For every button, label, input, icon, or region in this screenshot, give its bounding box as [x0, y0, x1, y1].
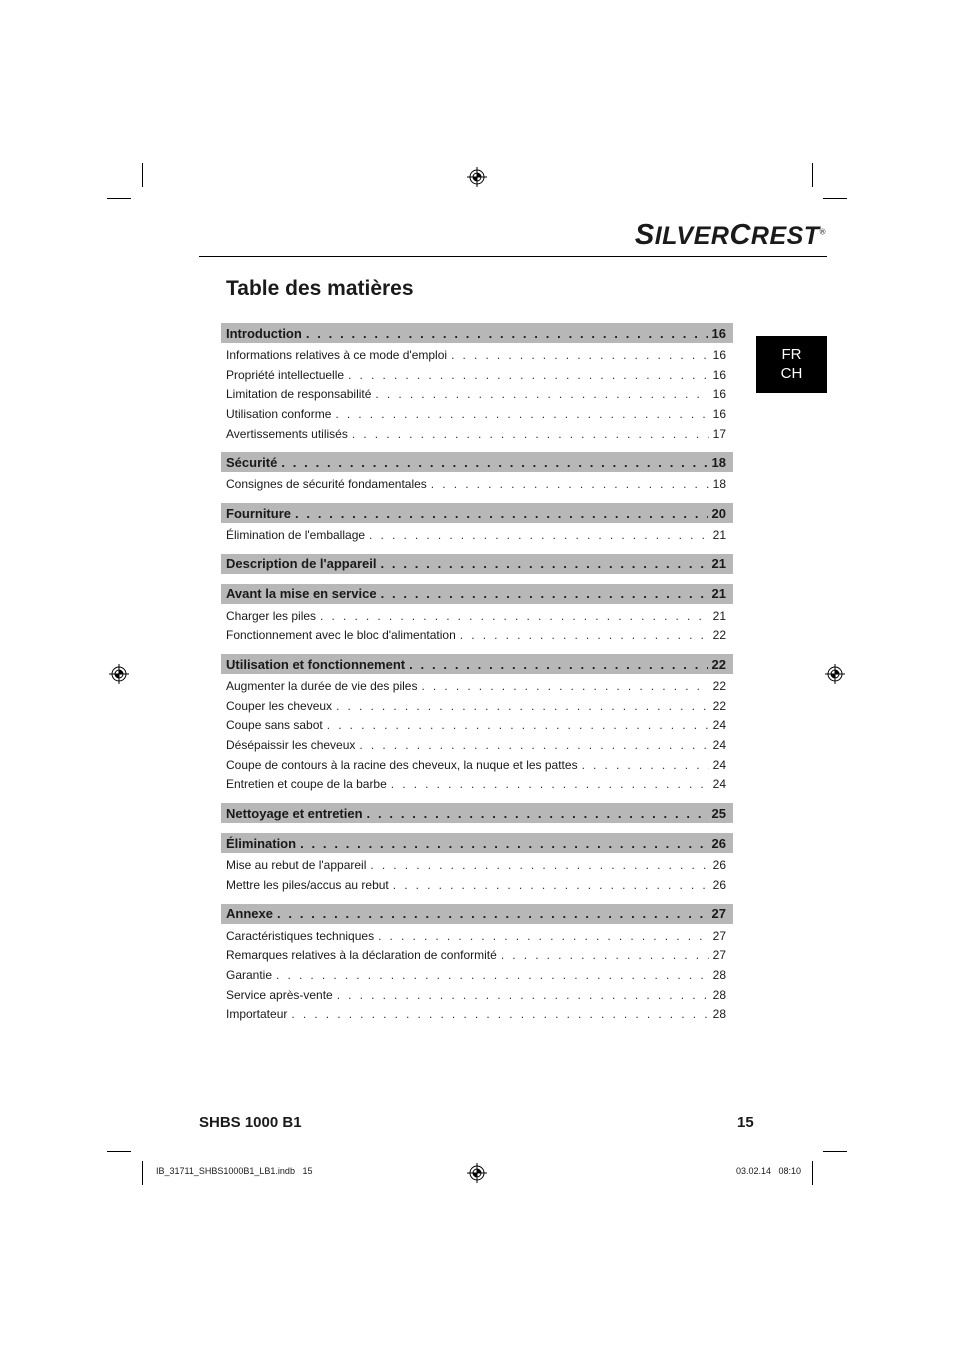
toc-entry[interactable] [221, 775, 733, 795]
leader-dots [295, 506, 708, 521]
leader-dots [306, 326, 708, 341]
toc-section-heading[interactable] [221, 654, 733, 674]
toc-entry[interactable] [221, 965, 733, 985]
table-of-contents [221, 323, 733, 1033]
toc-section [221, 904, 733, 1033]
toc-entry-page: 26 [712, 858, 726, 873]
toc-section [221, 503, 733, 554]
leader-dots [451, 348, 709, 362]
toc-section-heading[interactable] [221, 452, 733, 472]
leader-dots [277, 906, 708, 921]
toc-section [221, 323, 733, 452]
toc-section-page: 22 [711, 656, 726, 672]
toc-entry-label: Entretien et coupe de la barbe [226, 777, 387, 792]
crop-mark [107, 1151, 131, 1152]
print-slug-date: 03.02.14 08:10 [736, 1166, 802, 1176]
crop-mark [812, 1161, 813, 1185]
toc-entry[interactable] [221, 404, 733, 424]
leader-dots [327, 718, 709, 732]
leader-dots [335, 407, 708, 421]
leader-dots [431, 477, 709, 491]
language-code: FR [781, 346, 802, 363]
toc-section-page: 18 [711, 454, 726, 470]
toc-section-page: 20 [711, 505, 726, 521]
print-slug-file: IB_31711_SHBS1000B1_LB1.indb 15 [156, 1166, 313, 1176]
toc-section-page: 27 [711, 906, 726, 922]
header-rule [199, 256, 827, 257]
toc-entry[interactable] [221, 345, 733, 365]
toc-section [221, 584, 733, 654]
toc-section-page: 25 [711, 805, 726, 821]
toc-entry-page: 18 [712, 477, 726, 492]
leader-dots [501, 948, 709, 962]
leader-dots [381, 586, 708, 601]
leader-dots [421, 679, 708, 693]
country-code: CH [780, 365, 803, 382]
toc-entry-page: 28 [712, 987, 726, 1002]
toc-entry-page: 16 [712, 347, 726, 362]
toc-section [221, 803, 733, 833]
toc-entry[interactable] [221, 525, 733, 545]
toc-section-title: Introduction [226, 325, 302, 341]
registration-mark-icon [467, 167, 487, 187]
toc-entry[interactable] [221, 696, 733, 716]
toc-entry-page: 24 [712, 738, 726, 753]
brand-logo: SILVERCREST® [634, 219, 826, 251]
leader-dots [291, 1007, 708, 1021]
toc-entry[interactable] [221, 1004, 733, 1024]
leader-dots [391, 777, 709, 791]
leader-dots [393, 878, 709, 892]
toc-entry-page: 22 [712, 679, 726, 694]
toc-entry-page: 24 [712, 777, 726, 792]
toc-entry-label: Coupe sans sabot [226, 718, 323, 733]
toc-entry-page: 17 [712, 426, 726, 441]
toc-entry-label: Élimination de l'emballage [226, 527, 366, 542]
leader-dots [380, 556, 707, 571]
toc-section [221, 452, 733, 503]
crop-mark [823, 198, 847, 199]
toc-entry-page: 16 [712, 406, 726, 421]
toc-entry[interactable] [221, 855, 733, 875]
leader-dots [378, 929, 709, 943]
toc-entry-label: Coupe de contours à la racine des cheveux, la nuque et les pattes [226, 757, 578, 772]
toc-section-heading[interactable] [221, 323, 733, 343]
toc-entry-page: 16 [712, 387, 726, 402]
toc-section-heading[interactable] [221, 503, 733, 523]
toc-entry-page: 26 [712, 877, 726, 892]
leader-dots [370, 858, 708, 872]
leader-dots [367, 806, 708, 821]
registration-mark-icon [825, 664, 845, 684]
toc-section-heading[interactable] [221, 803, 733, 823]
toc-section-title: Avant la mise en service [226, 586, 377, 602]
crop-mark [823, 1151, 847, 1152]
leader-dots [369, 528, 709, 542]
toc-section-page: 16 [711, 325, 726, 341]
toc-section-page: 21 [711, 586, 726, 602]
toc-entry-label: Désépaissir les cheveux [226, 738, 356, 753]
toc-entry-label: Service après-vente [226, 987, 333, 1002]
leader-dots [337, 988, 709, 1002]
toc-entry-page: 27 [712, 948, 726, 963]
toc-entry-label: Mettre les piles/accus au rebut [226, 877, 389, 892]
leader-dots [300, 836, 707, 851]
toc-entry[interactable] [221, 735, 733, 755]
toc-entry[interactable] [221, 755, 733, 775]
toc-entry[interactable] [221, 626, 733, 646]
toc-entry-label: Fonctionnement avec le bloc d'alimentation [226, 628, 456, 643]
toc-entry-label: Consignes de sécurité fondamentales [226, 477, 427, 492]
leader-dots [281, 455, 707, 470]
toc-entry-label: Augmenter la durée de vie des piles [226, 679, 418, 694]
toc-section-title: Nettoyage et entretien [226, 805, 363, 821]
toc-entry-page: 28 [712, 1007, 726, 1022]
toc-section [221, 833, 733, 903]
crop-mark [812, 163, 813, 187]
toc-section-title: Description de l'appareil [226, 556, 377, 572]
toc-section-heading[interactable] [221, 833, 733, 853]
toc-entry-label: Charger les piles [226, 608, 317, 623]
toc-entry-page: 22 [712, 698, 726, 713]
toc-entry-label: Avertissements utilisés [226, 426, 348, 441]
toc-entry-label: Importateur [226, 1007, 288, 1022]
toc-entry[interactable] [221, 985, 733, 1005]
toc-entry-label: Utilisation conforme [226, 406, 332, 421]
toc-entry[interactable] [221, 606, 733, 626]
toc-entry-page: 24 [712, 718, 726, 733]
toc-entry-page: 22 [712, 628, 726, 643]
toc-section-heading[interactable] [221, 584, 733, 604]
crop-mark [142, 1161, 143, 1185]
toc-entry[interactable] [221, 945, 733, 965]
toc-entry-page: 21 [712, 527, 726, 542]
toc-entry-page: 28 [712, 967, 726, 982]
toc-entry[interactable] [221, 424, 733, 444]
toc-entry-label: Limitation de responsabilité [226, 387, 372, 402]
model-number: SHBS 1000 B1 [199, 1114, 302, 1131]
toc-entry[interactable] [221, 365, 733, 385]
toc-entry-page: 16 [712, 367, 726, 382]
leader-dots [409, 657, 707, 672]
toc-entry-label: Propriété intellectuelle [226, 367, 345, 382]
leader-dots [359, 738, 708, 752]
toc-entry[interactable] [221, 875, 733, 895]
registration-mark-icon [467, 1163, 487, 1183]
toc-section-page: 21 [711, 556, 726, 572]
toc-entry[interactable] [221, 926, 733, 946]
toc-entry-label: Remarques relatives à la déclaration de conformité [226, 948, 497, 963]
toc-section-heading[interactable] [221, 554, 733, 574]
leader-dots [375, 387, 708, 401]
page-title: Table des matières [226, 277, 414, 300]
toc-entry[interactable] [221, 676, 733, 696]
toc-section-title: Sécurité [226, 454, 278, 470]
toc-section-title: Fourniture [226, 505, 291, 521]
toc-entry[interactable] [221, 716, 733, 736]
language-tab [756, 336, 827, 393]
toc-section [221, 654, 733, 803]
toc-entry-page: 27 [712, 928, 726, 943]
crop-mark [142, 163, 143, 187]
page-number: 15 [737, 1114, 754, 1131]
toc-entry[interactable] [221, 474, 733, 494]
toc-section [221, 554, 733, 584]
registration-mark-icon [109, 664, 129, 684]
leader-dots [582, 758, 709, 772]
leader-dots [320, 609, 709, 623]
toc-section-title: Élimination [226, 835, 297, 851]
toc-entry-label: Mise au rebut de l'appareil [226, 858, 367, 873]
toc-entry-label: Informations relatives à ce mode d'emploi [226, 347, 448, 362]
toc-entry-page: 24 [712, 757, 726, 772]
toc-section-title: Annexe [226, 906, 273, 922]
leader-dots [348, 368, 709, 382]
toc-entry-label: Couper les cheveux [226, 698, 333, 713]
crop-mark [107, 198, 131, 199]
toc-entry-label: Caractéristiques techniques [226, 928, 375, 943]
toc-section-title: Utilisation et fonctionnement [226, 656, 406, 672]
leader-dots [336, 699, 709, 713]
toc-entry-page: 21 [712, 608, 726, 623]
toc-entry[interactable] [221, 384, 733, 404]
toc-section-page: 26 [711, 835, 726, 851]
leader-dots [460, 628, 709, 642]
leader-dots [276, 968, 709, 982]
toc-entry-label: Garantie [226, 967, 273, 982]
leader-dots [352, 427, 709, 441]
toc-section-heading[interactable] [221, 904, 733, 924]
